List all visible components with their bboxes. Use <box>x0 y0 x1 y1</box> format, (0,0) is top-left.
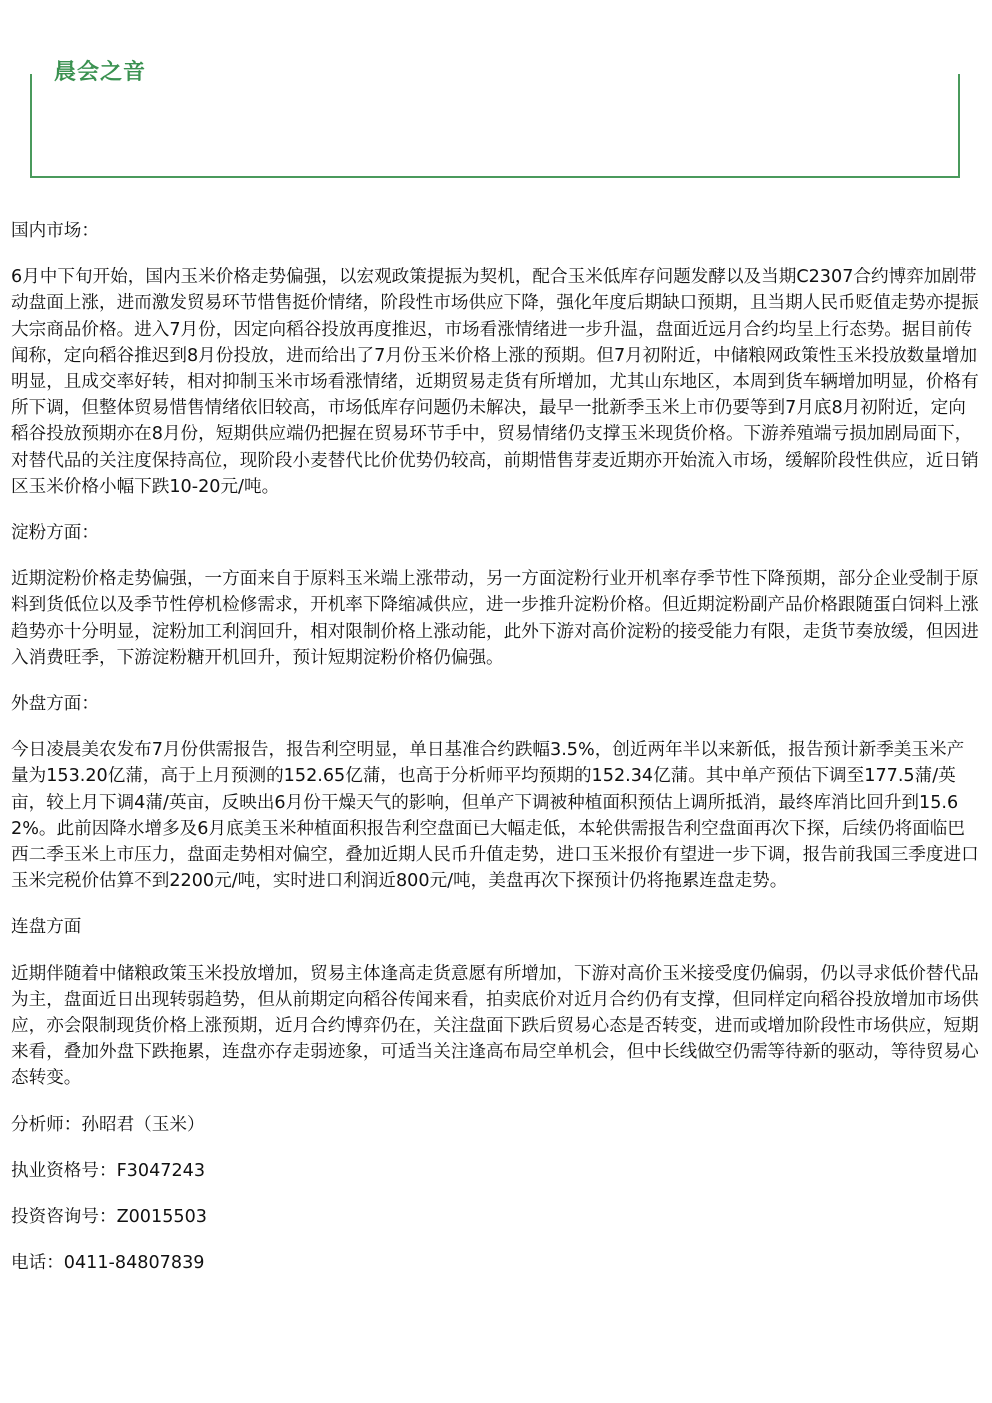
section-body-external: 今日凌晨美农发布7月份供需报告，报告利空明显，单日基准合约跌幅3.5%，创近两年半以来新低，报告预计新季美玉米产量为153.20亿蒲，高于上月预测的152.65亿蒲，也高于分析师平均预期的152.34亿蒲。其中单产预估下调至177.5蒲/英亩，较上月下调4蒲/英亩，反映出6月份干燥天气的影响，但单产下调被种植面积预估上调所抵消，最终库消比回升到15.62%。此前因降水增多及6月底美玉米种植面积报告利空盘面已大幅走低，本轮供需报告利空盘面再次下探，后续仍将面临巴西二季玉米上市压力，盘面走势相对偏空，叠加近期人民币升值走势，进口玉米报价有望进一步下调，报告前我国三季度进口玉米完税价估算不到2200元/吨，实时进口利润近800元/吨，美盘再次下探预计仍将拖累连盘走势。 <box>11 740 979 892</box>
page-title: 晨会之音 <box>54 60 147 85</box>
section-heading-starch: 淀粉方面： <box>11 523 99 544</box>
section-body-domestic: 6月中下旬开始，国内玉米价格走势偏强，以宏观政策提振为契机，配合玉米低库存问题发酵以及当期C2307合约博弈加剧带动盘面上涨，进而激发贸易环节惜售挺价情绪，阶段性市场供应下降，强化年度后期缺口预期，且当期人民币贬值走势亦提振大宗商品价格。进入7月份，因定向稻谷投放再度推迟，市场看涨情绪进一步升温，盘面近远月合约均呈上行态势。据目前传闻称，定向稻谷推迟到8月份投放，进而给出了7月份玉米价格上涨的预期。但7月初附近，中储粮网政策性玉米投放数量增加明显，且成交率好转，相对抑制玉米市场看涨情绪，近期贸易走货有所增加，尤其山东地区，本周到货车辆增加明显，价格有所下调，但整体贸易惜售情绪依旧较高，市场低库存问题仍未解决，最早一批新季玉米上市仍要等到7月底8月初附近，定向稻谷投放预期亦在8月份，短期供应端仍把握在贸易环节手中，贸易情绪仍支撑玉米现货价格。下游养殖端亏损加剧局面下，对替代品的关注度保持高位，现阶段小麦替代比价优势仍较高，前期惜售芽麦近期亦开始流入市场，缓解阶段性供应，近日销区玉米价格小幅下跌10-20元/吨。 <box>11 267 979 497</box>
section-heading-domestic: 国内市场： <box>11 221 99 241</box>
analyst-name: 分析师：孙昭君（玉米） <box>11 1114 205 1135</box>
license-number: 执业资格号：F3047243 <box>11 1160 206 1181</box>
report-body <box>11 218 979 1297</box>
header-frame <box>30 74 960 178</box>
section-heading-external: 外盘方面： <box>11 694 99 715</box>
section-body-dalian: 近期伴随着中储粮政策玉米投放增加，贸易主体逢高走货意愿有所增加，下游对高价玉米接受度仍偏弱，仍以寻求低价替代品为主，盘面近日出现转弱趋势，但从前期定向稻谷传闻来看，拍卖底价对近月合约仍有支撑，但同样定向稻谷投放增加市场供应，亦会限制现货价格上涨预期，近月合约博弈仍在，关注盘面下跌后贸易心态是否转变，进而或增加阶段性市场供应，短期来看，叠加外盘下跌拖累，连盘亦存走弱迹象，可适当关注逢高布局空单机会，但中长线做空仍需等待新的驱动，等待贸易心态转变。 <box>11 963 979 1089</box>
section-heading-dalian: 连盘方面 <box>11 917 82 938</box>
phone-number: 电话：0411-84807839 <box>11 1253 205 1274</box>
consult-number: 投资咨询号：Z0015503 <box>11 1207 207 1228</box>
section-body-starch: 近期淀粉价格走势偏强，一方面来自于原料玉米端上涨带动，另一方面淀粉行业开机率存季节性下降预期，部分企业受制于原料到货低位以及季节性停机检修需求，开机率下降缩减供应，进一步推升淀粉价格。但近期淀粉副产品价格跟随蛋白饲料上涨趋势亦十分明显，淀粉加工利润回升，相对限制价格上涨动能，此外下游对高价淀粉的接受能力有限，走货节奏放缓，但因进入消费旺季，下游淀粉糖开机回升，预计短期淀粉价格仍偏强。 <box>11 569 979 668</box>
